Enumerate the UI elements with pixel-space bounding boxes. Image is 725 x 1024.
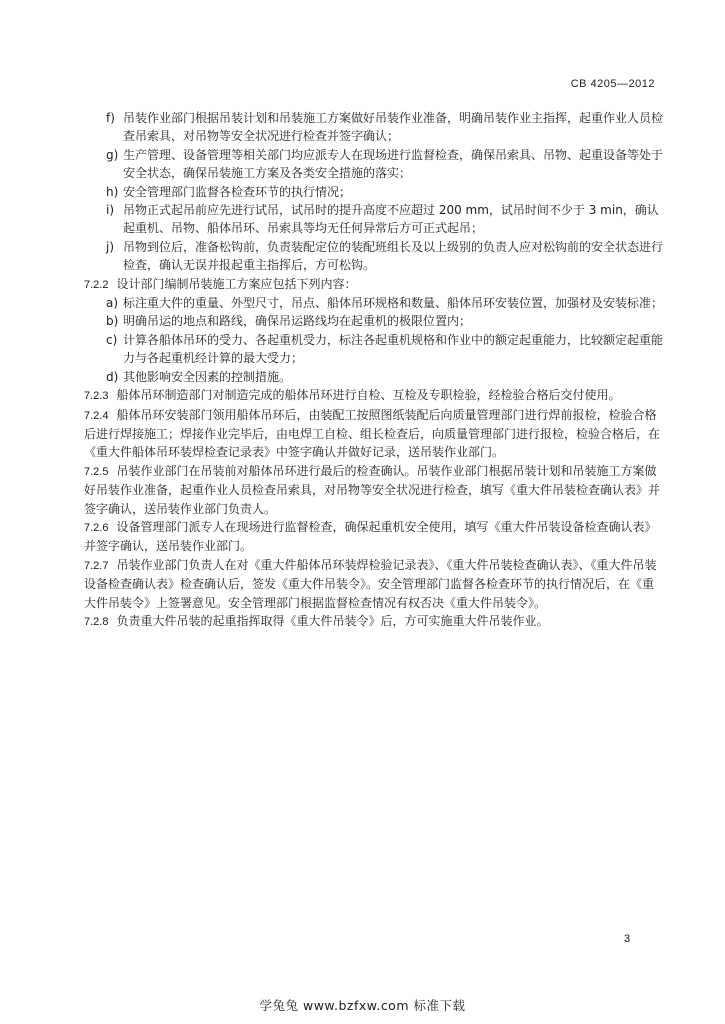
list-item-text: 明确吊运的地点和路线，确保吊运路线均在起重机的极限位置内；	[123, 314, 472, 329]
clause-7-2-6	[84, 518, 664, 556]
list-item-text: 计算各船体吊环的受力、各起重机受力，标注各起重机规格和作业中的额定起重能力，比较额定起重能力与各起重机经计算的最大受力；	[123, 332, 664, 366]
clause-number: 7.2.5	[84, 465, 109, 478]
list-marker: d)	[106, 369, 119, 384]
clause-text: 吊装作业部门在吊装前对船体吊环进行最后的检查确认。吊装作业部门根据吊装计划和吊装施工方案做好吊装作业准备，起重作业人员检查吊索具，对吊物等安全状况进行检查，填写《重大件吊装检查确认表》并签字确认，送吊装作业部门负责人。	[84, 463, 661, 516]
list-item	[84, 146, 664, 183]
list-marker: j)	[106, 239, 115, 254]
list-item-text: 其他影响安全因素的控制措施。	[123, 369, 292, 384]
list-item	[84, 201, 664, 238]
document-body	[84, 109, 664, 631]
clause-number: 7.2.4	[84, 409, 109, 422]
clause-7-2-8	[84, 612, 664, 631]
clause-text: 负责重大件吊装的起重指挥取得《重大件吊装令》后，方可实施重大件吊装作业。	[116, 613, 549, 628]
clause-7-2-4	[84, 406, 664, 462]
list-item	[84, 238, 664, 275]
list-item-text: 安全管理部门监督各检查环节的执行情况；	[123, 184, 352, 199]
clause-text: 设计部门编制吊装施工方案应包括下列内容：	[116, 276, 357, 291]
clause-number: 7.2.2	[84, 278, 109, 291]
clause-7-2-7	[84, 556, 664, 612]
list-item-text: 生产管理、设备管理等相关部门均应派专人在现场进行监督检查，确保吊索具、吊物、起重设备等处于安全状态，确保吊装施工方案及各类安全措施的落实；	[123, 147, 664, 181]
list-marker: f)	[106, 111, 115, 125]
clause-7-2-2	[84, 275, 664, 294]
list-marker: b)	[106, 314, 119, 329]
download-footer: 学兔兔 www.bzfxw.com 标准下载	[259, 998, 466, 1013]
list-marker: a)	[106, 296, 119, 311]
clause-text: 设备管理部门派专人在现场进行监督检查，确保起重机安全使用，填写《重大件吊装设备检查确认表》并签字确认，送吊装作业部门。	[84, 519, 657, 554]
list-item	[84, 183, 664, 201]
list-marker: i)	[106, 203, 115, 218]
clause-text: 船体吊环安装部门领用船体吊环后，由装配工按照图纸装配后向质量管理部门进行焊前报检，检验合格后进行焊接施工；焊接作业完毕后，由电焊工自检、组长检查后，向质量管理部门进行报检，检验合格后，在《重大件船体吊环装焊检查记录表》中签字确认并做好记录，送吊装作业部门。	[84, 407, 661, 460]
list-item	[84, 312, 664, 330]
clause-text: 船体吊环制造部门对制造完成的船体吊环进行自检、互检及专职检验，经检验合格后交付使用。	[116, 388, 621, 403]
clause-7-2-3	[84, 386, 664, 405]
clause-7-2-5	[84, 462, 664, 518]
clause-number: 7.2.8	[84, 615, 109, 628]
list-item-text: 标注重大件的重量、外型尺寸，吊点、船体吊环规格和数量、船体吊环安装位置，加强材及安装标准；	[123, 296, 664, 311]
list-item	[84, 368, 664, 386]
standard-code: CB 4205—2012	[570, 78, 655, 90]
list-item	[84, 294, 664, 312]
list-marker: c)	[106, 332, 118, 347]
list-marker: h)	[106, 184, 119, 199]
list-item	[84, 109, 664, 146]
list-item-text: 吊装作业部门根据吊装计划和吊装施工方案做好吊装作业准备，明确吊装作业主指挥，起重作业人员检查吊索具，对吊物等安全状况进行检查并签字确认；	[123, 111, 664, 144]
list-item	[84, 331, 664, 368]
clause-number: 7.2.7	[84, 559, 109, 572]
page-number: 3	[624, 933, 631, 945]
list-item-text: 吊物正式起吊前应先进行试吊，试吊时的提升高度不应超过 200 mm，试吊时间不少于 3 min，确认起重机、吊物、船体吊环、吊索具等均无任何异常后方可正式起吊；	[123, 203, 659, 236]
list-item-text: 吊物到位后，准备松钩前，负责装配定位的装配班组长及以上级别的负责人应对松钩前的安全状态进行检查，确认无误并报起重主指挥后，方可松钩。	[123, 239, 664, 273]
clause-number: 7.2.6	[84, 521, 109, 534]
list-marker: g)	[106, 147, 119, 162]
clause-text: 吊装作业部门负责人在对《重大件船体吊环装焊检验记录表》、《重大件吊装检查确认表》、《重大件吊装设备检查确认表》检查确认后，签发《重大件吊装令》。安全管理部门监督各检查环节的执行情况后，在《重大件吊装令》上签署意见。安全管理部门根据监督检查情况有权否决《重大件吊装令》。	[84, 557, 657, 610]
clause-number: 7.2.3	[84, 390, 109, 403]
